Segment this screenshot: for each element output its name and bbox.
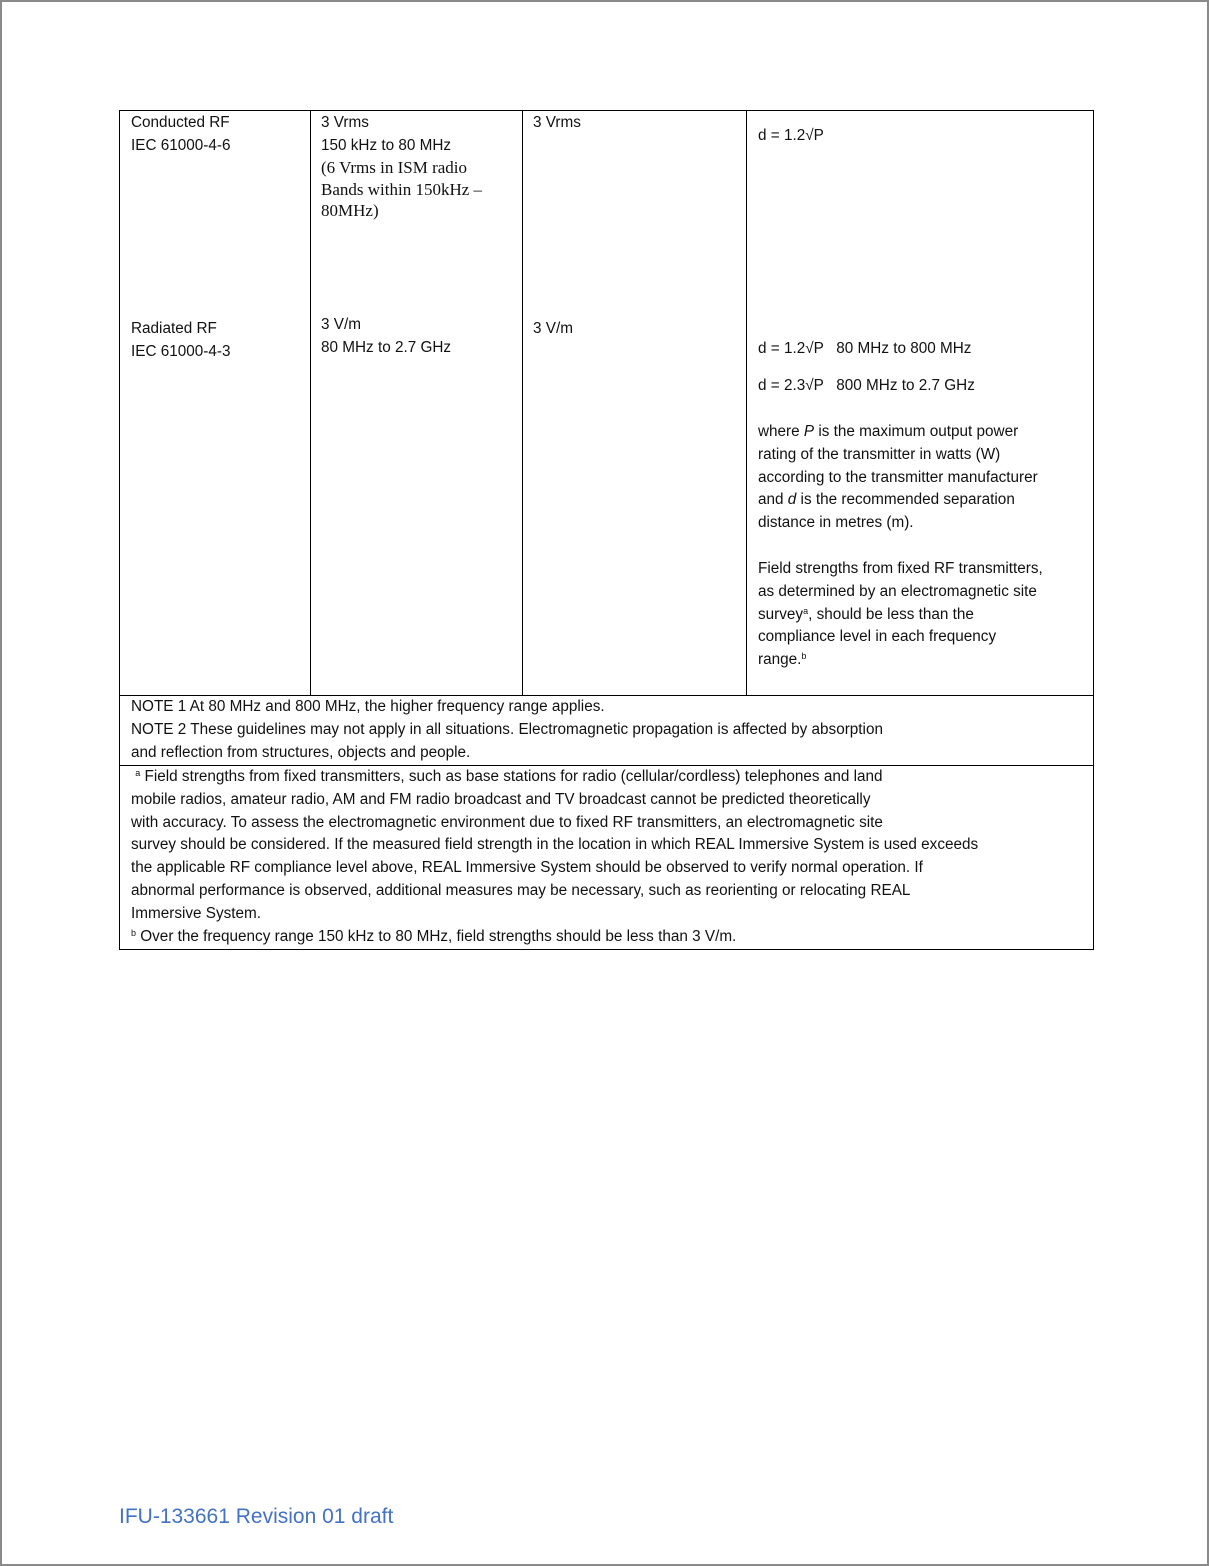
text: where: [758, 423, 804, 440]
radiated-rf-test: [131, 318, 231, 364]
ism-note-line: (6 Vrms in ISM radio: [321, 158, 467, 177]
ism-note-line: Bands within 150kHz –: [321, 179, 483, 199]
formula-explanation: [758, 421, 1038, 535]
radiated-rf-formula-1: d = 1.2√P 80 MHz to 800 MHz: [758, 340, 972, 357]
test-standard: IEC 61000-4-6: [131, 136, 231, 154]
footnote-a-line: mobile radios, amateur radio, AM and FM radio broadcast and TV broadcast cannot be predicted theoretically: [131, 790, 871, 808]
table-border-top: [119, 110, 1094, 111]
text: is the maximum output power: [814, 423, 1019, 440]
footnote-a-line: Immersive System.: [131, 904, 262, 922]
footnote-mark-a: a: [135, 768, 141, 778]
footnote-ref-b: b: [801, 651, 807, 662]
text: and: [758, 491, 788, 509]
text: Field strengths from fixed transmitters, such as base stations for radio (cellular/cordless) telephones and land: [140, 768, 883, 785]
footnote-ref-a: a: [803, 605, 809, 616]
text: Over the frequency range 150 kHz to 80 MHz, field strengths should be less than 3 V/m.: [136, 927, 737, 945]
field-strength-guidance: [758, 558, 1043, 672]
conducted-rf-test-level: [321, 112, 451, 158]
test-standard: IEC 61000-4-3: [131, 342, 231, 360]
footnote-a-line: with accuracy. To assess the electromagnetic environment due to fixed RF transmitters, an electromagnetic site: [131, 813, 883, 831]
test-name: Radiated RF: [131, 320, 217, 337]
guidance-line: Field strengths from fixed RF transmitters,: [758, 560, 1043, 577]
conducted-rf-ism-note: [321, 157, 482, 222]
explanation-line: according to the transmitter manufacturer: [758, 468, 1038, 486]
footnotes-cell: [131, 766, 978, 948]
table-border-left: [119, 110, 120, 950]
table-border-bottom: [119, 949, 1094, 950]
note-line: and reflection from structures, objects and people.: [131, 743, 471, 761]
footnote-a-line: the applicable RF compliance level above, REAL Immersive System should be observed to verify normal operation. If: [131, 859, 923, 877]
level: 3 V/m: [321, 316, 361, 333]
variable-p: P: [803, 423, 815, 440]
column-divider: [310, 110, 311, 695]
text: range.: [758, 651, 802, 669]
footnote-a-line: abnormal performance is observed, additional measures may be necessary, such as reorienting or relocating REAL: [131, 881, 911, 899]
footnote-b-line: [131, 926, 978, 949]
guidance-line: as determined by an electromagnetic site: [758, 582, 1037, 600]
conducted-rf-compliance-level: 3 Vrms: [533, 114, 581, 131]
text: survey: [758, 605, 804, 623]
test-name: Conducted RF: [131, 114, 230, 131]
radiated-rf-test-level: [321, 314, 451, 360]
notes-cell: [131, 696, 883, 764]
frequency-range: 150 kHz to 80 MHz: [321, 136, 452, 154]
frequency-range: 80 MHz to 2.7 GHz: [321, 338, 452, 356]
radiated-rf-compliance-level: 3 V/m: [533, 320, 573, 337]
explanation-line: [758, 489, 1038, 512]
document-footer: IFU-133661 Revision 01 draft: [119, 1505, 394, 1528]
note-line: NOTE 1 At 80 MHz and 800 MHz, the higher frequency range applies.: [131, 698, 605, 715]
explanation-line: [758, 421, 1038, 444]
column-divider: [522, 110, 523, 695]
footnote-a-line: [131, 766, 978, 789]
note-line: NOTE 2 These guidelines may not apply in all situations. Electromagnetic propagation is affected by absorption: [131, 720, 883, 738]
conducted-rf-test: [131, 112, 231, 158]
explanation-line: distance in metres (m).: [758, 514, 914, 532]
variable-d: d: [787, 491, 797, 509]
guidance-line: [758, 649, 1043, 672]
table-border-right: [1093, 110, 1094, 950]
ism-note-line: 80MHz): [321, 201, 379, 220]
radiated-rf-formula-2: d = 2.3√P 800 MHz to 2.7 GHz: [758, 377, 975, 394]
text: is the recommended separation: [796, 491, 1015, 509]
level: 3 Vrms: [321, 114, 369, 131]
conducted-rf-formula: d = 1.2√P: [758, 127, 824, 144]
guidance-line: compliance level in each frequency: [758, 628, 997, 646]
text: , should be less than the: [808, 605, 974, 623]
explanation-line: rating of the transmitter in watts (W): [758, 445, 1001, 463]
column-divider: [746, 110, 747, 695]
footnote-a-line: survey should be considered. If the measured field strength in the location in which REAL Immersive System is used exceeds: [131, 836, 979, 854]
guidance-line: [758, 604, 1043, 627]
footnote-mark-b: b: [131, 927, 137, 938]
